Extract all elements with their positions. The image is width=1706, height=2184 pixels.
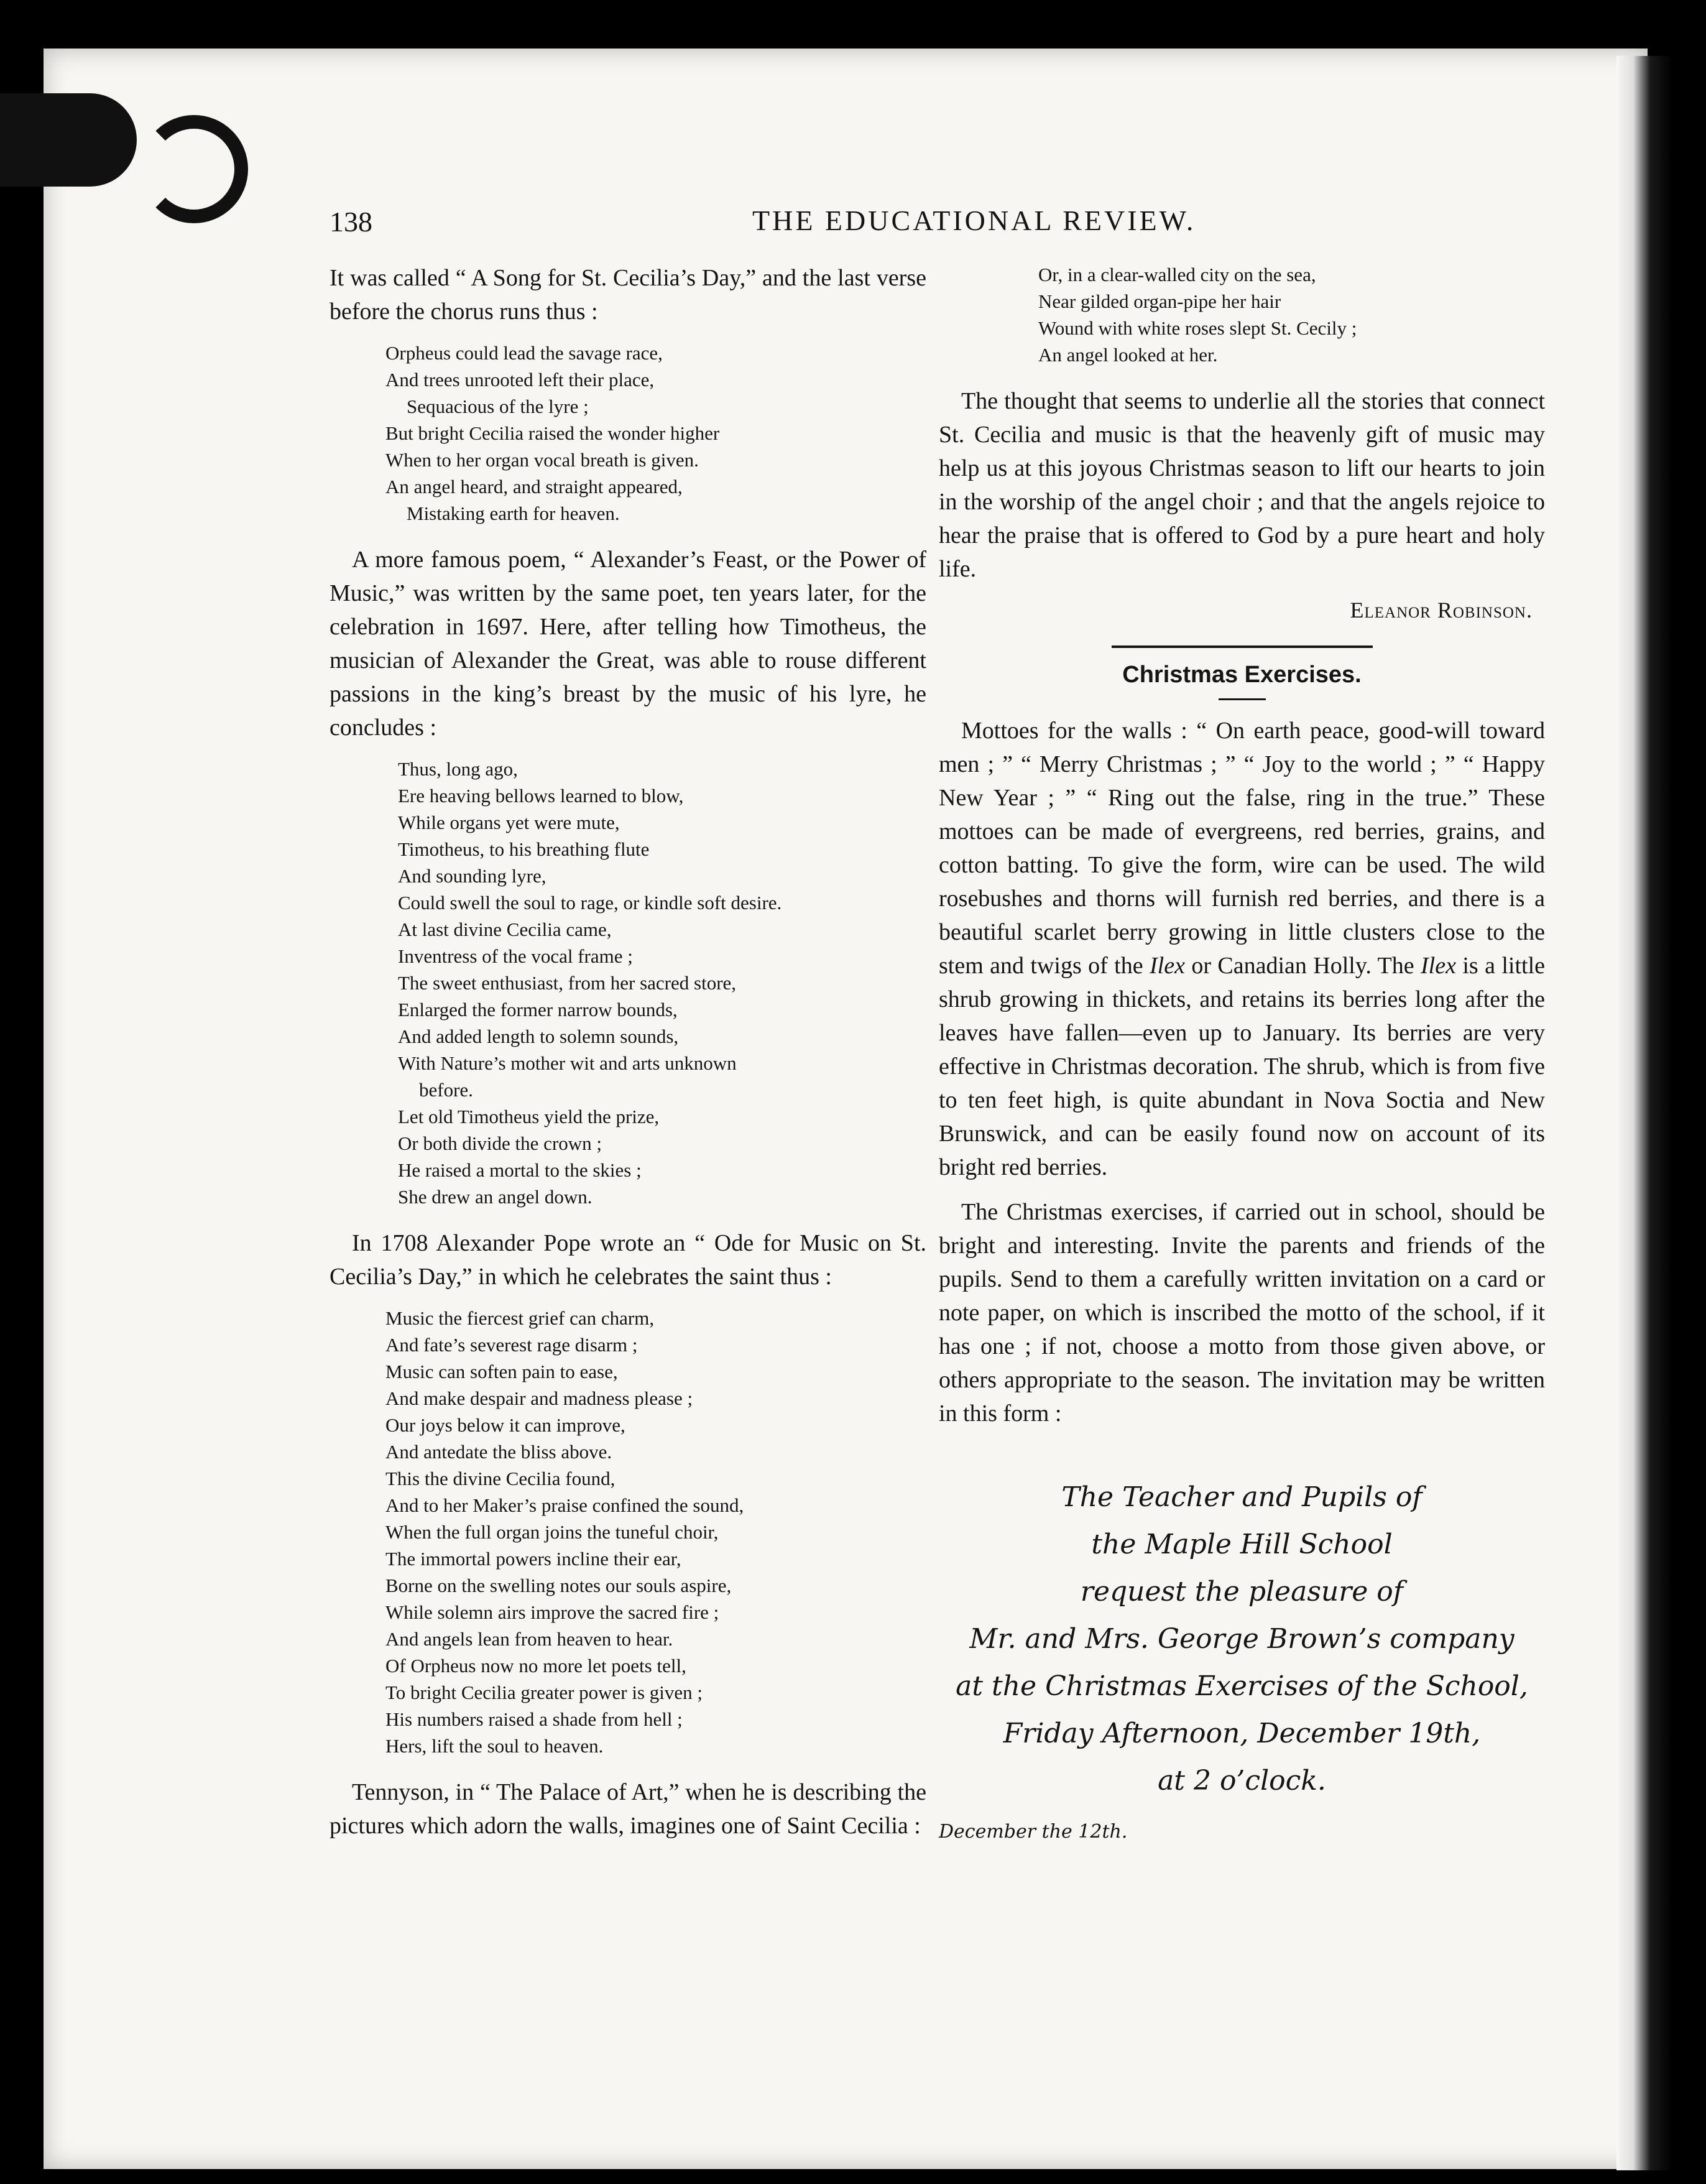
invitation-line: Friday Afternoon, December 19th, [1003,1718,1481,1749]
left-column [330,261,926,1854]
verse-line: And antedate the bliss above. [385,1441,612,1463]
author-signature: Eleanor Robinson. [1350,598,1533,622]
invitation-line: at 2 o’clock. [1158,1765,1326,1797]
invitation-line: the Maple Hill School [1091,1529,1393,1560]
verse-line: Let old Timotheus yield the prize, [398,1106,660,1127]
verse-line: Sequacious of the lyre ; [407,396,589,417]
verse-line: Wound with white roses slept St. Cecily ; [1038,317,1357,339]
verse-line: And trees unrooted left their place, [385,369,655,391]
text-run-italic: Ilex [1150,953,1185,979]
verse-line: And angels lean from heaven to hear. [385,1628,673,1650]
verse-line: To bright Cecilia greater power is given ; [385,1682,703,1703]
invitation-date: December the 12th. [939,1821,1128,1843]
verse-line: With Nature’s mother wit and arts unknown [398,1052,737,1074]
text-run: is a little shrub growing in thickets, and retains its berries long after the leaves have fallen—even up to January. Its berries are very effective in Christmas decoration. The shrub, which is from five to ten feet high, is quite abundant in Nova Soctia and New Brunswick, and can be easily found now on account of its bright red berries. [939,953,1546,1180]
verse-line: And to her Maker’s praise confined the sound, [385,1494,744,1516]
verse-line: An angel looked at her. [1038,344,1218,366]
verse-line: The sweet enthusiast, from her sacred store, [398,972,737,994]
section-heading: Christmas Exercises. [1122,662,1362,688]
verse-line: Inventress of the vocal frame ; [398,945,633,967]
verse-line: This the divine Cecilia found, [385,1468,616,1489]
verse-line: When to her organ vocal breath is given. [385,449,699,471]
verse-line: Timotheus, to his breathing flute [398,838,650,860]
paragraph: It was called “ A Song for St. Cecilia’s Day,” and the last verse before the chorus runs thus : [330,265,926,325]
verse-line: And added length to solemn sounds, [398,1025,679,1047]
verse-line: Ere heaving bellows learned to blow, [398,785,684,807]
verse-line: And sounding lyre, [398,865,546,887]
paragraph: Tennyson, in “ The Palace of Art,” when he is describing the pictures which adorn the walls, imagines one of Saint Cecilia : [330,1779,926,1839]
verse-line: The immortal powers incline their ear, [385,1548,681,1570]
binder-clip-ring [140,115,248,223]
verse-line: An angel heard, and straight appeared, [385,476,683,497]
invitation-line: Mr. and Mrs. George Brown’s company [969,1623,1515,1655]
verse-line: Borne on the swelling notes our souls aspire, [385,1575,732,1596]
verse-block [330,756,926,1210]
verse-line: He raised a mortal to the skies ; [398,1159,642,1181]
paragraph [939,714,1545,1184]
verse-line: Music the fiercest grief can charm, [385,1307,655,1329]
verse-line: His numbers raised a shade from hell ; [385,1708,683,1730]
right-column [939,261,1545,1856]
text-run: Mottoes for the walls : “ On earth peace, good-will toward men ; ” “ Merry Christmas ; ” “ Joy to the world ; ” “ Happy New Year ; ” “ Ring out the false, ring in the true.” These mottoes can be made of evergreens, red berries, grains, and cotton batting. To give the form, wire can be used. The wild rosebushes and thorns will furnish red berries, and there is a beautiful scarlet berry growing in little clusters close to the stem and twigs of the [939,718,1545,979]
verse-block [330,340,926,527]
verse-line: Music can soften pain to ease, [385,1361,618,1382]
verse-block [330,1305,926,1759]
verse-line: before. [419,1079,473,1101]
verse-line: But bright Cecilia raised the wonder higher [385,422,720,444]
verse-line: While organs yet were mute, [398,812,620,833]
section-divider [1112,645,1373,648]
verse-line: At last divine Cecilia came, [398,918,612,940]
text-run: or Canadian Holly. The [1184,953,1421,979]
verse-line: Orpheus could lead the savage race, [385,342,663,364]
verse-line: She drew an angel down. [398,1186,592,1208]
invitation-line: The Teacher and Pupils of [1061,1481,1422,1513]
scan-border-top [0,0,1706,56]
verse-line: Mistaking earth for heaven. [407,502,620,524]
verse-line: Of Orpheus now no more let poets tell, [385,1655,686,1677]
verse-line: Near gilded organ-pipe her hair [1038,290,1281,312]
binding-shadow [1616,56,1672,2170]
verse-line: Hers, lift the soul to heaven. [385,1735,604,1757]
page-number: 138 [330,206,372,238]
verse-line: When the full organ joins the tuneful choir, [385,1521,719,1543]
heading-rule [1219,698,1266,700]
invitation-line: request the pleasure of [1080,1576,1404,1608]
verse-line: Or both divide the crown ; [398,1132,602,1154]
invitation-card [939,1474,1545,1856]
verse-line: Could swell the soul to rage, or kindle soft desire. [398,892,782,914]
verse-line: Enlarged the former narrow bounds, [398,999,678,1020]
verse-line: Our joys below it can improve, [385,1414,625,1436]
binder-clip [0,93,137,187]
verse-line: Or, in a clear-walled city on the sea, [1038,264,1316,285]
invitation-line: at the Christmas Exercises of the School, [956,1670,1528,1702]
verse-line: And fate’s severest rage disarm ; [385,1334,638,1356]
verse-line: While solemn airs improve the sacred fire ; [385,1601,719,1623]
running-title: THE EDUCATIONAL REVIEW. [752,205,1196,236]
paragraph: In 1708 Alexander Pope wrote an “ Ode for Music on St. Cecilia’s Day,” in which he celebrates the saint thus : [330,1230,926,1290]
verse-line: And make despair and madness please ; [385,1387,693,1409]
paragraph: The Christmas exercises, if carried out in school, should be bright and interesting. Invite the parents and friends of the pupils. Send to them a carefully written invitation on a card or note paper, on which is inscribed the motto of the school, if it has one ; if not, choose a motto from those given above, or others appropriate to the season. The invitation may be written in this form : [939,1199,1545,1427]
text-run-italic: Ilex [1421,953,1456,979]
verse-line: Thus, long ago, [398,758,518,780]
paragraph: A more famous poem, “ Alexander’s Feast, or the Power of Music,” was written by the same poet, ten years later, for the celebration in 1697. Here, after telling how Timotheus, the musician of Alexander the Great, was able to rouse different passions in the king’s breast by the music of his lyre, he concludes : [330,547,926,741]
verse-block [939,261,1545,368]
paragraph: The thought that seems to underlie all the stories that connect St. Cecilia and music is that the heavenly gift of music may help us at this joyous Christmas season to lift our hearts to join in the worship of the angel choir ; and that the angels rejoice to hear the praise that is offered to God by a pure heart and holy life. [939,388,1545,582]
